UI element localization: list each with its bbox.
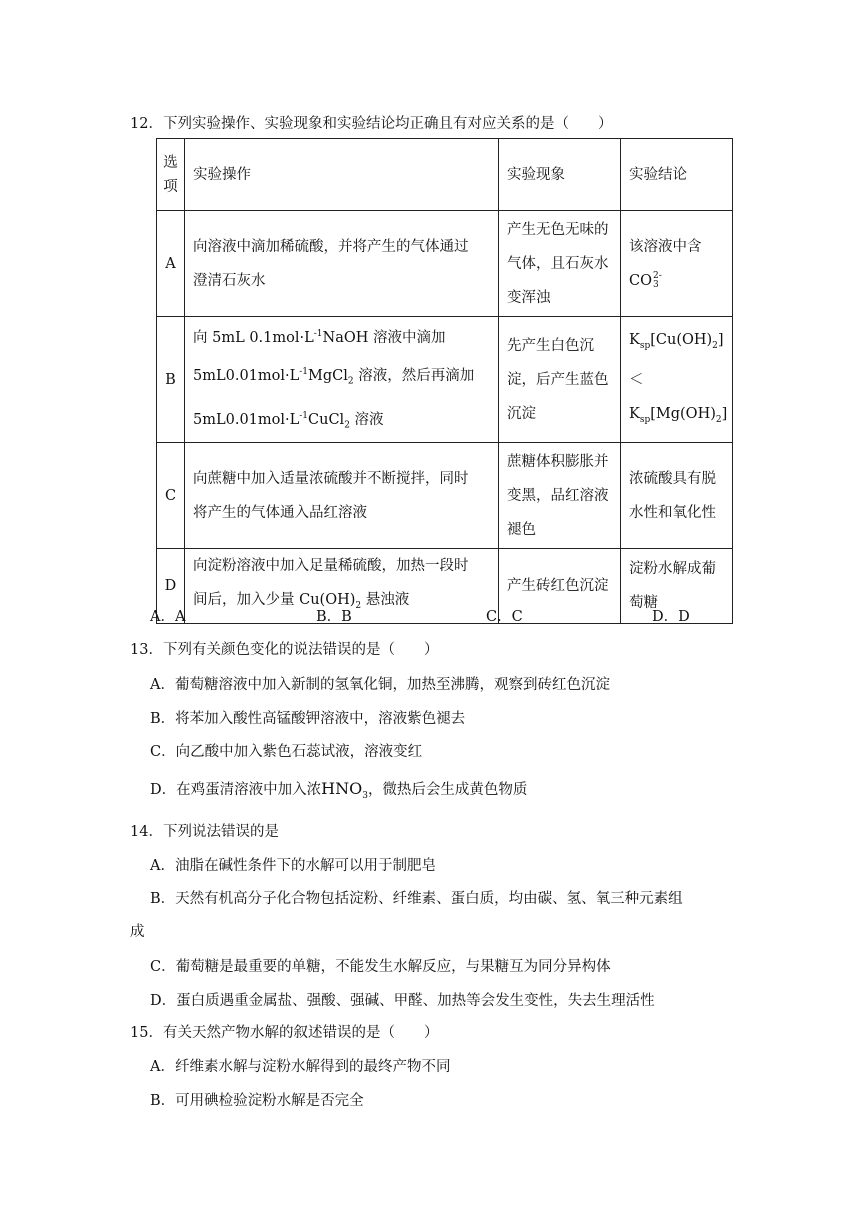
header-conclusion: 实验结论 bbox=[621, 139, 733, 211]
row-label: C bbox=[157, 443, 185, 549]
table-row bbox=[157, 317, 733, 443]
q13-title: 13．下列有关颜色变化的说法错误的是（ ） bbox=[130, 642, 439, 658]
row-phenomenon: 产生无色无味的 气体，且石灰水 变浑浊 bbox=[499, 211, 621, 317]
row-conclusion: 该溶液中含 CO 2- 3 bbox=[621, 211, 733, 317]
row-operation: 向淀粉溶液中加入足量稀硫酸，加热一段时 间后，加入少量 $Cu(OH)_2$ 悬浊液 bbox=[185, 549, 499, 624]
row-operation: 向 5mL $0.1mol\cdot L^{-1}NaOH$ 溶液中滴加 $5mL0.01mol\cdot L^{-1}MgCl_2$ 溶液，然后再滴加 $5mL0.01mol\cdot L^{-1}CuCl_2$ 溶液 bbox=[185, 317, 499, 443]
q12-table bbox=[156, 138, 733, 624]
q12-answer-options bbox=[150, 605, 710, 627]
row-operation: 向溶液中滴加稀硫酸，并将产生的气体通过 澄清石灰水 bbox=[185, 211, 499, 317]
row-phenomenon: 产生砖红色沉淀 bbox=[499, 549, 621, 624]
header-option: 选 项 bbox=[157, 139, 185, 211]
header-phenomenon: 实验现象 bbox=[499, 139, 621, 211]
q14-option-b-cont: 成 bbox=[130, 924, 145, 940]
q13-option-a[interactable]: A．葡萄糖溶液中加入新制的氢氧化铜，加热至沸腾，观察到砖红色沉淀 bbox=[150, 677, 610, 693]
q14-option-a[interactable]: A．油脂在碱性条件下的水解可以用于制肥皂 bbox=[150, 858, 436, 874]
table-header-row bbox=[157, 139, 733, 211]
nitric-acid-formula: HNO bbox=[321, 779, 363, 798]
q13-option-c[interactable]: C．向乙酸中加入紫色石蕊试液，溶液变红 bbox=[150, 744, 423, 760]
q13-option-b[interactable]: B．将苯加入酸性高锰酸钾溶液中，溶液紫色褪去 bbox=[150, 711, 466, 727]
header-operation: 实验操作 bbox=[185, 139, 499, 211]
q12-option-b[interactable]: B．B bbox=[316, 609, 352, 625]
row-phenomenon: 蔗糖体积膨胀并 变黑，品红溶液 褪色 bbox=[499, 443, 621, 549]
table-row bbox=[157, 443, 733, 549]
row-label: A bbox=[157, 211, 185, 317]
row-label: D bbox=[157, 549, 185, 624]
row-phenomenon: 先产生白色沉 淀，后产生蓝色 沉淀 bbox=[499, 317, 621, 443]
q12-option-c[interactable]: C．C bbox=[486, 609, 523, 625]
q14-title: 14．下列说法错误的是 bbox=[130, 824, 279, 840]
q12-option-a[interactable]: A．A bbox=[150, 609, 186, 625]
q15-title: 15．有关天然产物水解的叙述错误的是（ ） bbox=[130, 1025, 439, 1041]
q14-option-d[interactable]: D．蛋白质遇重金属盐、强酸、强碱、甲醛、加热等会发生变性，失去生理活性 bbox=[150, 993, 655, 1009]
table-row bbox=[157, 211, 733, 317]
q14-option-c[interactable]: C．葡萄糖是最重要的单糖，不能发生水解反应，与果糖互为同分异构体 bbox=[150, 959, 611, 975]
q12-title: 12．下列实验操作、实验现象和实验结论均正确且有对应关系的是（ ） bbox=[130, 116, 613, 132]
row-conclusion: 浓硫酸具有脱 水性和氧化性 bbox=[621, 443, 733, 549]
row-operation: 向蔗糖中加入适量浓硫酸并不断搅拌，同时 将产生的气体通入品红溶液 bbox=[185, 443, 499, 549]
q12-option-d[interactable]: D．D bbox=[652, 609, 690, 625]
q14-option-b[interactable]: B．天然有机高分子化合物包括淀粉、纤维素、蛋白质，均由碳、氢、氧三种元素组 bbox=[150, 891, 683, 907]
q13-option-d[interactable]: D．在鸡蛋清溶液中加入浓$HNO_3$，微热后会生成黄色物质 bbox=[150, 779, 528, 801]
carbonate-ion: CO bbox=[629, 272, 652, 289]
q15-option-b[interactable]: B．可用碘检验淀粉水解是否完全 bbox=[150, 1093, 364, 1109]
q15-option-a[interactable]: A．纤维素水解与淀粉水解得到的最终产物不同 bbox=[150, 1059, 451, 1075]
row-conclusion: 淀粉水解成葡 萄糖 bbox=[621, 549, 733, 624]
row-label: B bbox=[157, 317, 185, 443]
row-conclusion: $K_{sp}[Cu(OH)_2]$ ＜ $K_{sp}[Mg(OH)_2]$ bbox=[621, 317, 733, 443]
